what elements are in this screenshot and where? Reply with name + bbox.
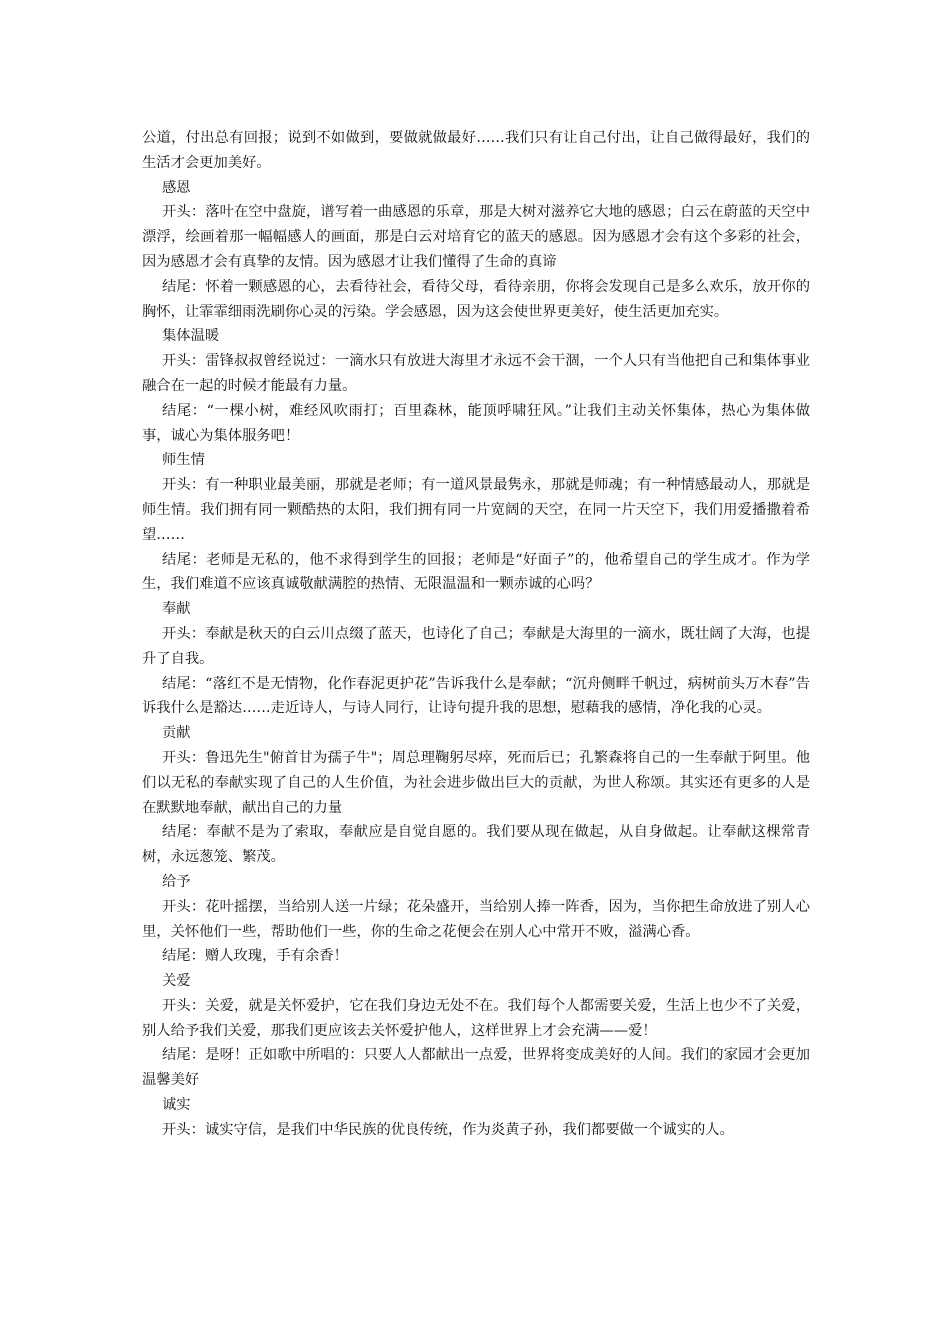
ending-paragraph: 结尾：赠人玫瑰，手有余香！	[162, 948, 348, 965]
opening-paragraph: 开头：落叶在空中盘旋，谱写着一曲感恩的乐章，那是大树对滋养它大地的感恩；白云在蔚蓝的天空中漂浮，绘画着那一幅幅感人的画面，那是白云对培育它的蓝天的感恩。因为感恩才会有这个多彩的社会，因为感恩才会有真挚的友情。因为感恩才让我们懂得了生命的真谛	[142, 204, 810, 270]
opening-paragraph: 开头：雷锋叔叔曾经说过：一滴水只有放进大海里才永远不会干涸，一个人只有当他把自己和集体事业融合在一起的时候才能最有力量。	[142, 353, 810, 394]
opening-paragraph: 开头：奉献是秋天的白云川点缀了蓝天，也诗化了自己；奉献是大海里的一滴水，既壮阔了大海，也提升了自我。	[142, 625, 810, 667]
section-title-teacher-student: 师生情	[162, 452, 205, 469]
section-title-contribution: 贡献	[162, 725, 191, 742]
section-title-collective-warmth: 集体温暖	[162, 328, 220, 345]
opening-paragraph: 开头：花叶摇摆，当给别人送一片绿；花朵盛开，当给别人捧一阵香，因为，当你把生命放进了别人心里，关怀他们一些，帮助他们一些，你的生命之花便会在别人心中常开不败，溢满心香。	[142, 898, 810, 940]
section-title-giving: 给予	[162, 873, 191, 890]
ending-paragraph: 结尾：“一棵小树，难经风吹雨打；百里森林，能顶呼啸狂风。”让我们主动关怀集体，热心为集体做事，诚心为集体服务吧！	[142, 402, 810, 444]
ending-paragraph: 结尾：奉献不是为了索取，奉献应是自觉自愿的。我们要从现在做起，从自身做起。让奉献这棵常青树，永远葱笼、繁茂。	[142, 824, 810, 866]
document-page	[142, 126, 810, 1143]
ending-paragraph: 结尾：老师是无私的，他不求得到学生的回报；老师是“好面子”的，他希望自己的学生成才。作为学生，我们难道不应该真诚敬献满腔的热情、无限温温和一颗赤诚的心吗？	[142, 551, 810, 593]
opening-paragraph: 开头：诚实守信，是我们中华民族的优良传统，作为炎黄子孙，我们都要做一个诚实的人。	[162, 1121, 734, 1138]
opening-paragraph: 开头：鲁迅先生"俯首甘为孺子牛"；周总理鞠躬尽瘁，死而后已；孔繁森将自己的一生奉献于阿里。他们以无私的奉献实现了自己的人生价值，为社会进步做出巨大的贡献，为世人称颂。其实还有更多的人是在默默地奉献，献出自己的力量	[142, 749, 810, 816]
opening-paragraph: 开头：关爱，就是关怀爱护，它在我们身边无处不在。我们每个人都需要关爱，生活上也少不了关爱，别人给予我们关爱，那我们更应该去关怀爱护他人，这样世界上才会充满——爱！	[142, 997, 810, 1039]
ending-paragraph: 结尾：是呀！正如歌中所唱的：只要人人都献出一点爱，世界将变成美好的人间。我们的家园才会更加温馨美好	[142, 1047, 810, 1089]
ending-paragraph: 结尾：“落红不是无情物，化作春泥更护花”告诉我什么是奉献；“沉舟侧畔千帆过，病树前头万木春”告诉我什么是豁达……走近诗人，与诗人同行，让诗句提升我的思想，慰藉我的感情，净化我的心灵。	[142, 675, 810, 717]
intro-paragraph: 公道，付出总有回报；说到不如做到，要做就做最好……我们只有让自己付出，让自己做得最好，我们的生活才会更加美好。	[142, 130, 810, 171]
section-title-honesty: 诚实	[162, 1097, 191, 1114]
section-title-care: 关爱	[162, 973, 191, 990]
section-title-gan-en: 感恩	[162, 179, 191, 196]
ending-paragraph: 结尾：怀着一颗感恩的心，去看待社会，看待父母，看待亲朋，你将会发现自己是多么欢乐，放开你的胸怀，让霏霏细雨洗刷你心灵的污染。学会感恩，因为这会使世界更美好，使生活更加充实。	[142, 278, 810, 320]
section-title-dedication: 奉献	[162, 601, 191, 618]
opening-paragraph: 开头：有一种职业最美丽，那就是老师；有一道风景最隽永，那就是师魂；有一种情感最动人，那就是师生情。我们拥有同一颗酷热的太阳，我们拥有同一片宽阔的天空，在同一片天空下，我们用爱播撒着希望……	[142, 477, 810, 543]
